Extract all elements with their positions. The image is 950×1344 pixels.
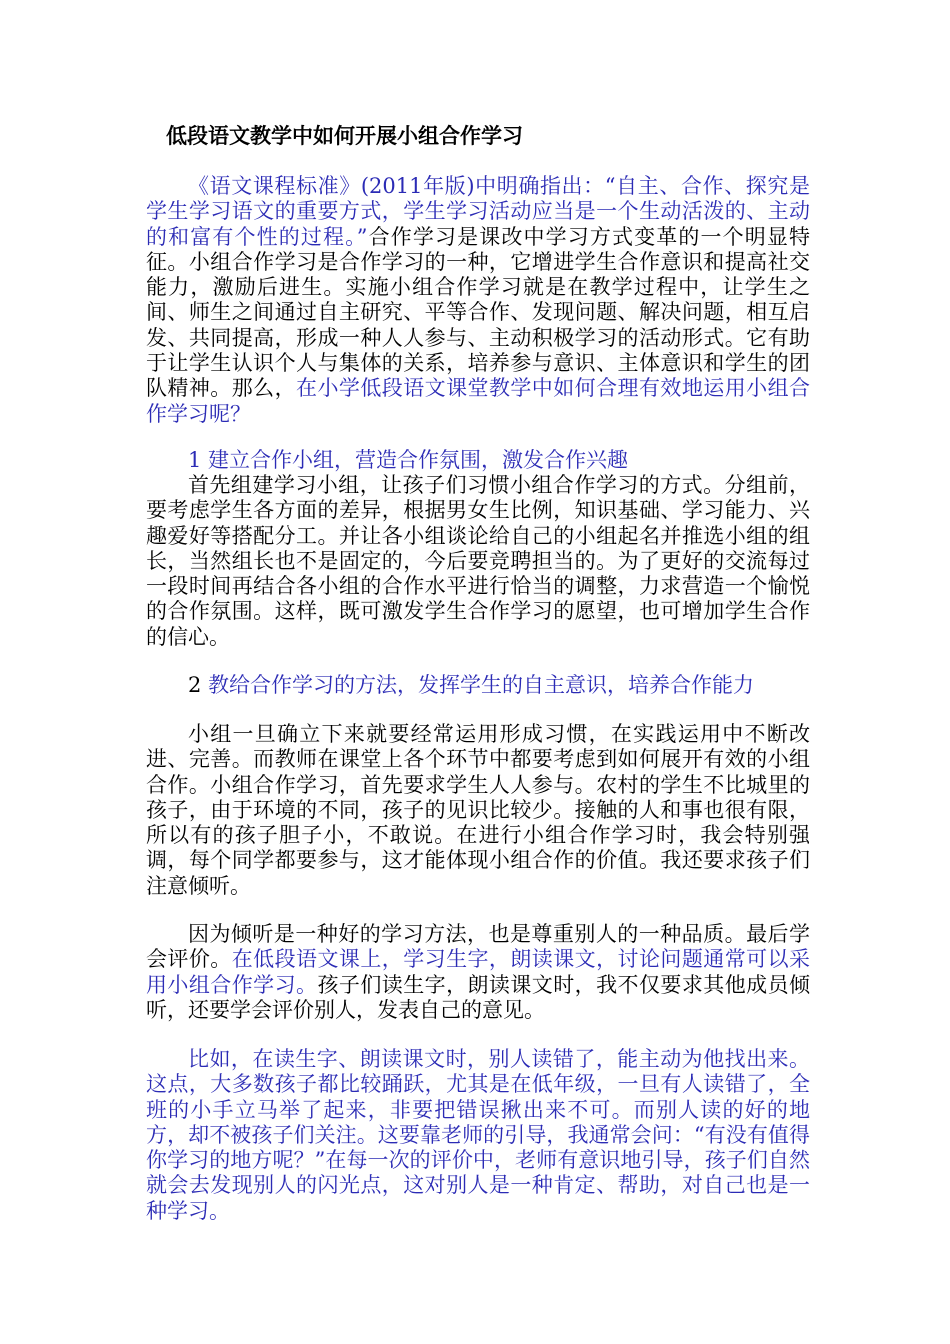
- section1-heading: 1 建立合作小组，营造合作氛围，激发合作兴趣: [188, 448, 629, 472]
- section2-paragraph-2: [146, 922, 810, 1023]
- section2-heading-text: 教给合作学习的方法，发挥学生的自主意识，培养合作能力: [208, 673, 755, 697]
- document-title: 低段语文教学中如何开展小组合作学习: [166, 124, 523, 148]
- intro-paragraph: [146, 174, 810, 427]
- para2-start: 因为倾听是一种好的学习方法，也是尊重别人的一种品质。最后学会评价。: [146, 922, 810, 972]
- intro-body: 合作学习是课改中学习方式变革的一个明显特征。小组合作学习是合作学习的一种，它增进学生合作意识和提高社交能力，激励后进生。实施小组合作学习就是在教学过程中，让学生之间、师生之间通过自主研究、平等合作、发现问题、解决问题，相互启发、共同提高，形成一种人人参与、主动积极学习的活动形式。它有助于让学生认识个人与集体的关系，培养参与意识、主体意识和学生的团队精神。那么，: [146, 224, 810, 401]
- section1-paragraph: 首先组建学习小组，让孩子们习惯小组合作学习的方式。分组前，要考虑学生各方面的差异，根据男女生比例，知识基础、学习能力、兴趣爱好等搭配分工。并让各小组谈论给自己的小组起名并推选小组的组长，当然组长也不是固定的，今后要竞聘担当的。为了更好的交流每过一段时间再结合各小组的合作水平进行恰当的调整，力求营造一个愉悦的合作氛围。这样，既可激发学生合作学习的愿望，也可增加学生合作的信心。: [146, 473, 810, 649]
- intro-question: 在小学低段语文课堂教学中如何合理有效地运用小组合作学习呢？: [146, 376, 811, 426]
- para2-highlight: 在低段语文课上，学习生字，朗读课文，讨论问题通常可以采用小组合作学习。: [146, 947, 810, 997]
- section2-paragraph-1: 小组一旦确立下来就要经常运用形成习惯，在实践运用中不断改进、完善。而教师在课堂上各个环节中都要考虑到如何展开有效的小组合作。小组合作学习，首先要求学生人人参与。农村的学生不比城里的孩子，由于环境的不同，孩子的见识比较少。接触的人和事也很有限，所以有的孩子胆子小，不敢说。在进行小组合作学习时，我会特别强调，每个同学都要参与，这才能体现小组合作的价值。我还要求孩子们注意倾听。: [146, 722, 810, 898]
- section2-heading-number: 2: [188, 673, 202, 697]
- intro-quote: 《语文课程标准》(2011年版)中明确指出：“自主、合作、探究是学生学习语文的重要方式，学生学习活动应当是一个生动活泼的、主动的和富有个性的过程。”: [146, 174, 810, 249]
- section2-heading: [188, 673, 754, 698]
- para2-end: 孩子们读生字，朗读课文时，我不仅要求其他成员倾听，还要学会评价别人，发表自己的意见。: [146, 972, 811, 1022]
- section2-paragraph-3: 比如，在读生字、朗读课文时，别人读错了，能主动为他找出来。这点，大多数孩子都比较踊跃，尤其是在低年级，一旦有人读错了，全班的小手立马举了起来，非要把错误揪出来不可。而别人读的好的地方，却不被孩子们关注。这要靠老师的引导，我通常会问：“有没有值得你学习的地方呢？”在每一次的评价中，老师有意识地引导，孩子们自然就会去发现别人的闪光点，这对别人是一种肯定、帮助，对自己也是一种学习。: [146, 1047, 810, 1223]
